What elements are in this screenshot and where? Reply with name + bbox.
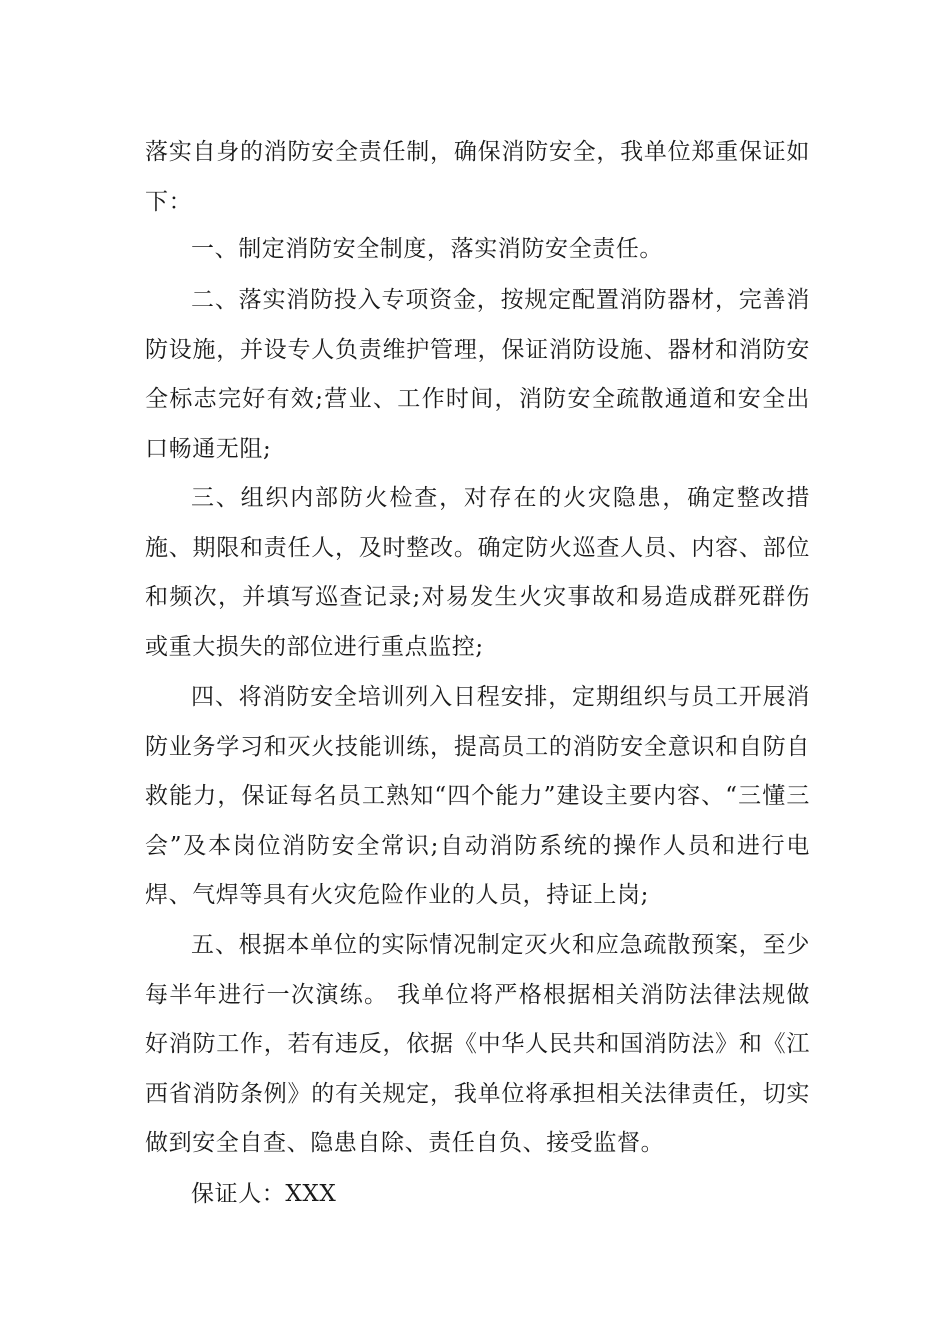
item-three-paragraph: 三、组织内部防火检查，对存在的火灾隐患，确定整改措施、期限和责任人，及时整改。确定防火巡查人员、内容、部位和频次，并填写巡查记录;对易发生火灾事故和易造成群死群伤或重大损失的部位进行重点监控; [145, 485, 810, 660]
item-one-paragraph: 一、制定消防安全制度，落实消防安全责任。 [191, 236, 663, 262]
item-four-paragraph: 四、将消防安全培训列入日程安排，定期组织与员工开展消防业务学习和灭火技能训练，提高员工的消防安全意识和自防自救能力，保证每名员工熟知“四个能力”建设主要内容、“三懂三会”及本岗位消防安全常识;自动消防系统的操作人员和进行电焊、气焊等具有火灾危险作业的人员，持证上岗; [145, 684, 810, 908]
item-two-paragraph: 二、落实消防投入专项资金，按规定配置消防器材，完善消防设施，并设专人负责维护管理，保证消防设施、器材和消防安全标志完好有效;营业、工作时间，消防安全疏散通道和安全出口畅通无阻; [145, 287, 810, 462]
guarantor-signature-line: 保证人：XXX [191, 1181, 337, 1207]
opening-paragraph: 落实自身的消防安全责任制，确保消防安全，我单位郑重保证如下： [145, 139, 810, 215]
item-five-paragraph: 五、根据本单位的实际情况制定灭火和应急疏散预案，至少每半年进行一次演练。 我单位将严格根据相关消防法律法规做好消防工作，若有违反，依据《中华人民共和国消防法》和《江西省消防条例》的有关规定，我单位将承担相关法律责任，切实做到安全自查、隐患自除、责任自负、接受监督。 [145, 932, 810, 1156]
